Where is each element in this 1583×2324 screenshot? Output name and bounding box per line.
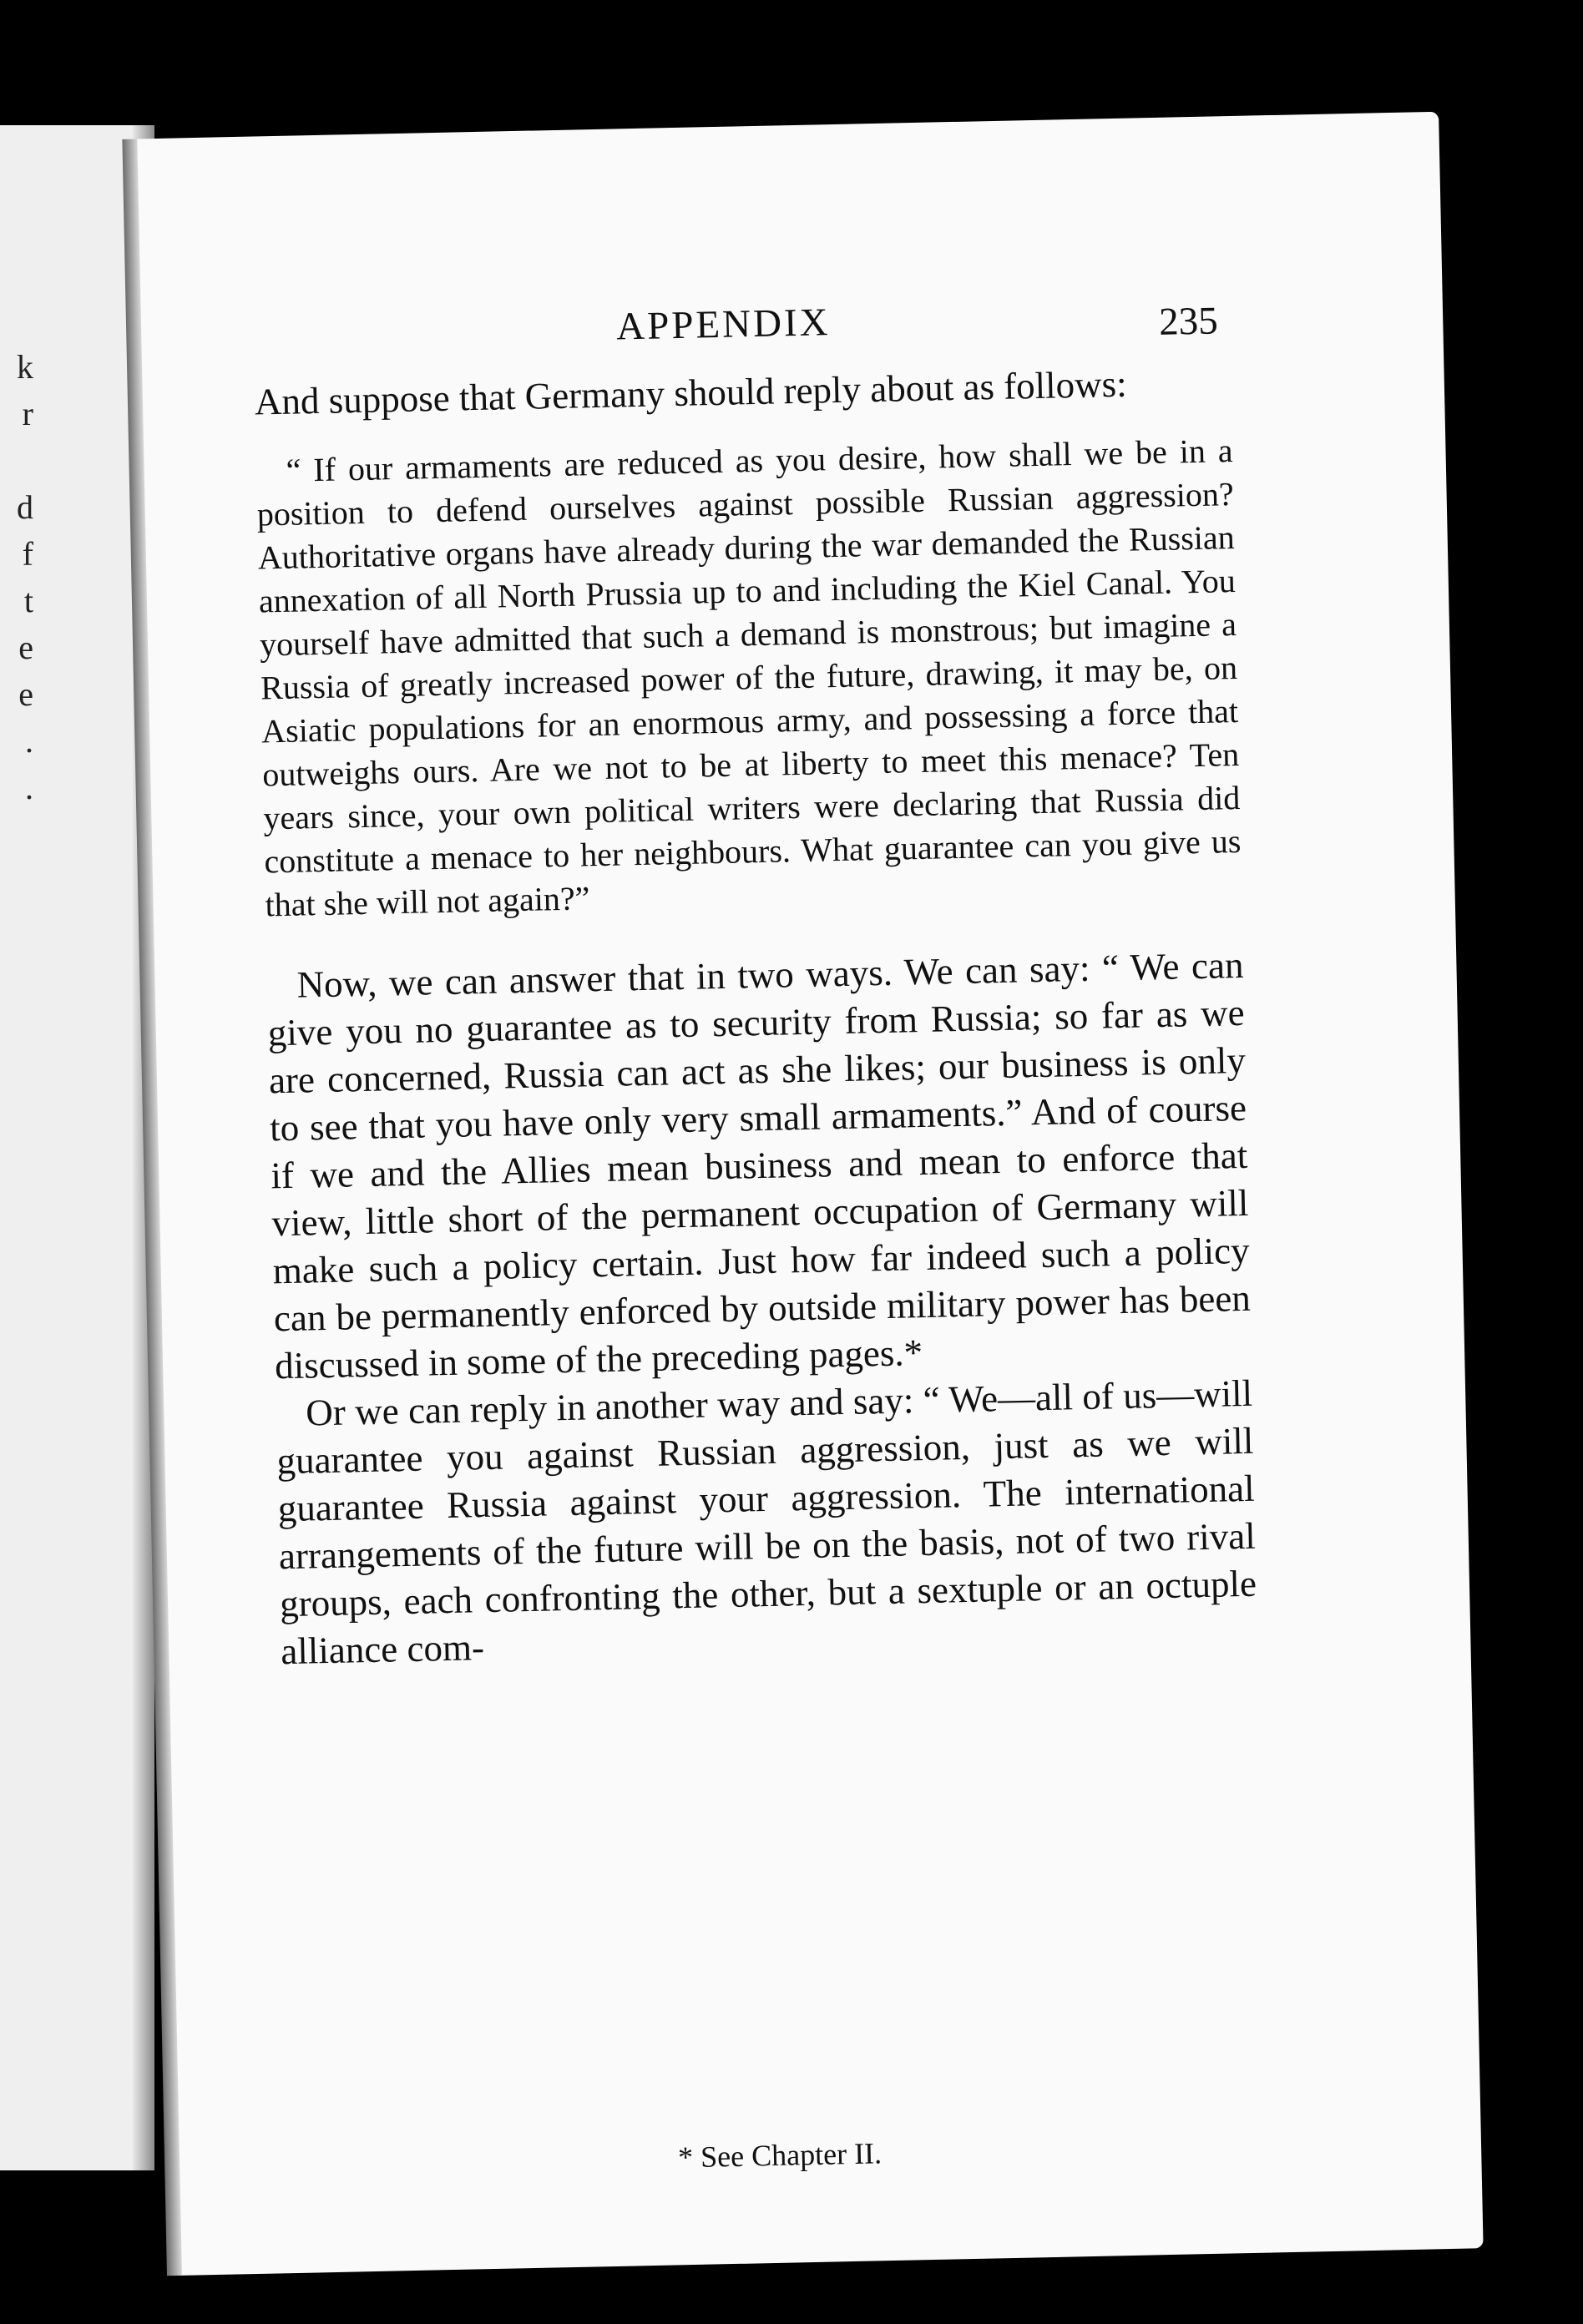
fragment: . (25, 725, 33, 760)
fragment: . (25, 771, 33, 806)
running-head: APPENDIX (615, 301, 832, 349)
fragment: e (18, 631, 33, 666)
book-page (124, 112, 1483, 2276)
intro-paragraph: And suppose that Germany should reply about as follows: (254, 362, 1128, 423)
footnote: * See Chapter II. (677, 2136, 883, 2175)
answer-paragraph: Now, we can answer that in two ways. We can say: “ We can give you no guarantee as to security from Russia; so far as we are concerned, Russia can act as she likes; our business is only to see that you have only very small armaments.” And of course if we and the Allies mean business and mean to enforce that view, little short of the permanent occupation of Germany will make such a policy certain. Just how far indeed such a policy can be permanently enforced by outside military power has been discussed in some of the preceding pages.* (267, 943, 1252, 1387)
fragment: t (23, 584, 33, 619)
fragment: d (17, 491, 33, 526)
fragment: f (22, 538, 33, 573)
fragment: r (22, 397, 33, 432)
previous-page-text-fragments (0, 351, 33, 818)
alternative-paragraph: Or we can reply in another way and say: “ We—all of us—will guarantee you against Russian aggression, just as we will guarantee Russia against your aggression. The international arrangements of the future will be on the basis, not of two rival groups, each confronting the other, but a sextuple or an octuple alliance com- (276, 1372, 1257, 1673)
page-number: 235 (1158, 299, 1219, 344)
fragment: e (18, 678, 33, 713)
fragment: k (17, 351, 33, 386)
page-body (254, 358, 1257, 2175)
fragment (0, 444, 33, 491)
block-quote: “ If our armaments are reduced as you desire, how shall we be in a position to defend ourselves against possible Russian aggression? Authoritative organs have already during the war demanded the Russian annexation of all North Prussia up to and including the Kiel Canal. You yourself have admitted that such a demand is monstrous; but imagine a Russia of greatly increased power of the future, drawing, it may be, on Asiatic populations for an enormous army, and possessing a force that outweighs ours. Are we not to be at liberty to meet this menace? Ten years since, your own political writers were declaring that Russia did constitute a menace to her neighbours. What guarantee can you give us that she will not again?” (256, 432, 1242, 924)
